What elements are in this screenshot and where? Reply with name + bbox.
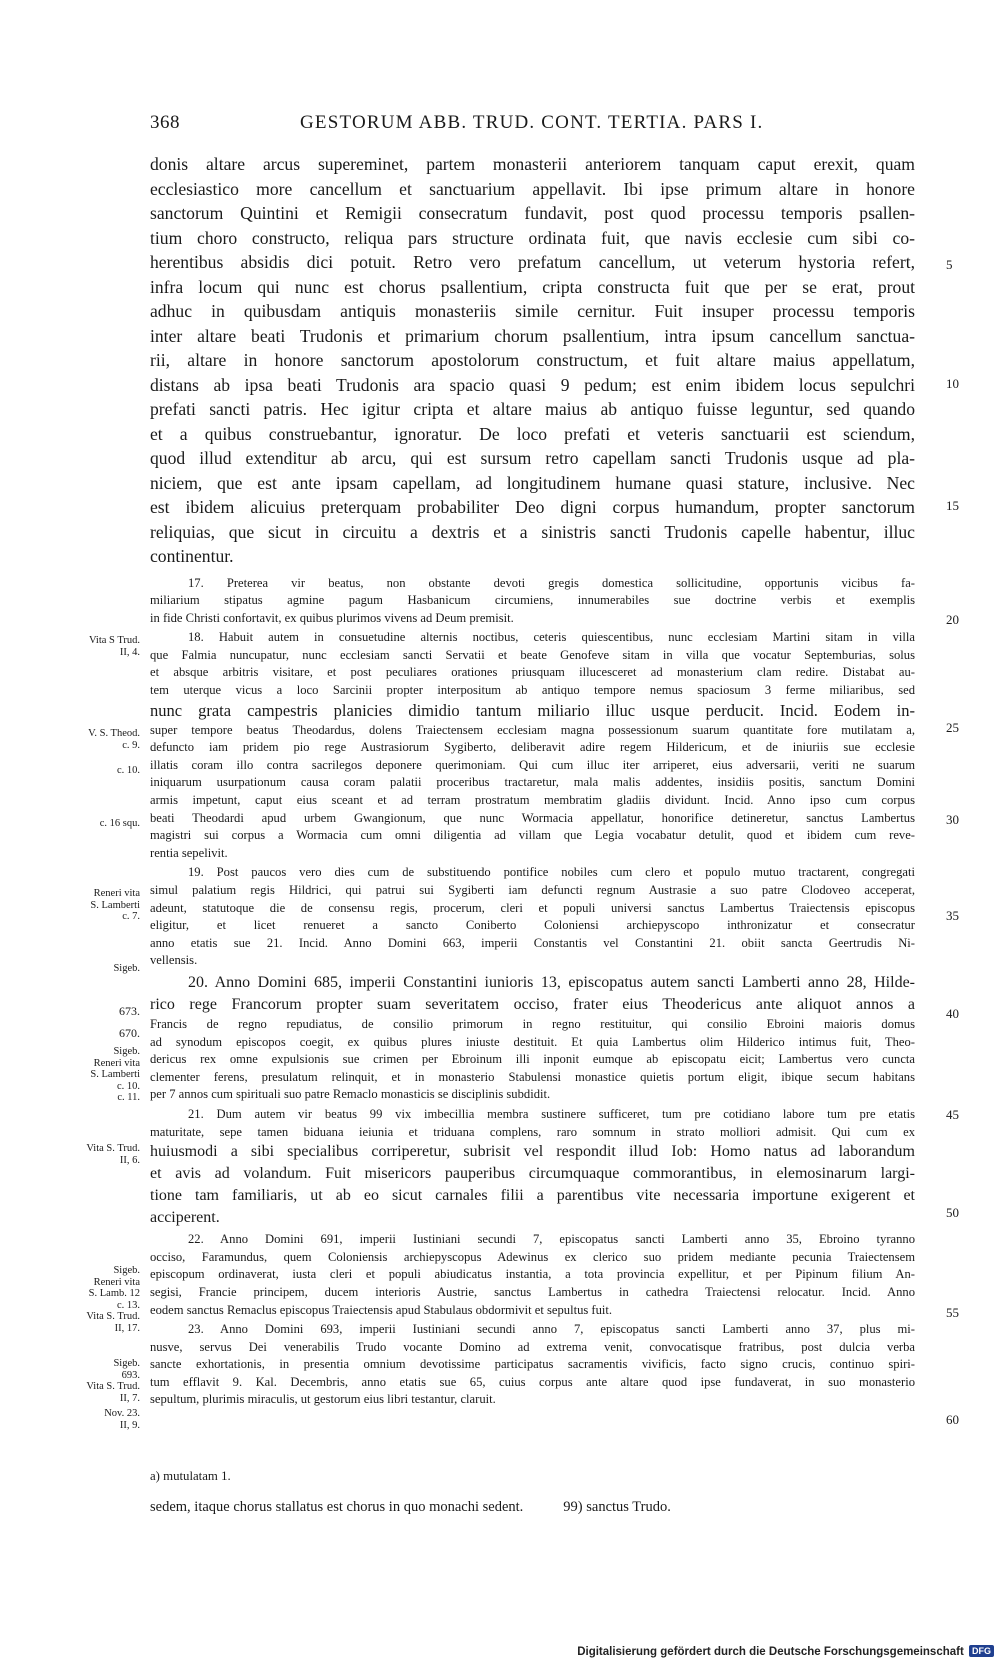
body-line: adhuc in quibusdam antiquis monasteriis simile cernitur. Fuit insuper processu temporis bbox=[150, 301, 915, 321]
para-line: 22. Anno Domini 691, imperii Iustiniani secundi 7, episcopatus sancti Lamberti anno 35, Ebroino tyranno bbox=[188, 1232, 915, 1247]
line-number: 45 bbox=[946, 1107, 959, 1122]
margin-note-line: Sigeb. bbox=[113, 1046, 140, 1057]
body-line: niciem, que est ante ipsam capellam, ad longitudinem humane quasi stature, inclusive. Nec bbox=[150, 472, 915, 493]
margin-note-line: Sigeb. bbox=[113, 1265, 140, 1276]
para-line: 17. Preterea vir beatus, non obstante devoti gregis domestica sollicitudine, opportunis vicibus fa- bbox=[188, 575, 915, 590]
para-line: et absque arbitris visitare, et post peculiares orationes priusquam illucesceret ad monasterium clam redire. Distabat au- bbox=[150, 665, 915, 680]
margin-note-line: Sigeb. bbox=[113, 1358, 140, 1369]
para-line: miliarium stipatus agmine pagum Hasbanicum circumiens, innumerabiles sue doctrine verbis et exemplis bbox=[150, 593, 915, 608]
body-line: inter altare beati Trudonis et primarium chorum psallentium, intra ipsum cancellum sanctua- bbox=[150, 325, 915, 346]
body-line: infra locum qui nunc est chorus psallentium, cripta constructa fuit que per se erat, prout bbox=[150, 276, 915, 297]
line-number: 15 bbox=[946, 498, 959, 513]
body-line: ecclesiastico more cancellum et sanctuarium appellavit. Ibi ipse primum altare in honore bbox=[150, 178, 915, 199]
para-line: adeunt, statutoque die de consensu regis, procerum, cleri et populi universi sanctus Lambertus Traiectensis episcopus bbox=[150, 900, 915, 915]
para-line: in fide Christi confortavit, ex quibus plurimos vivens ad Deum premisit. bbox=[150, 610, 514, 625]
running-title: GESTORUM ABB. TRUD. CONT. TERTIA. PARS I. bbox=[300, 112, 764, 133]
margin-note-line: Reneri vita bbox=[93, 1057, 140, 1069]
footnote-continued: sedem, itaque chorus stallatus est chorus in quo monachi sedent. bbox=[150, 1499, 524, 1515]
margin-note-sigeb-19 bbox=[68, 963, 140, 975]
margin-note-line: 693. bbox=[121, 1369, 140, 1381]
para-line: 21. Dum autem vir beatus 99 vix imbecillia membra sustinere sufficeret, tum pre cotidiano labore tum pre etatis bbox=[188, 1106, 915, 1121]
para-line: 19. Post paucos vero dies cum de substituendo pontifice nobiles cum clero et populo mutuo tractarent, congregati bbox=[188, 865, 915, 880]
para-line: 23. Anno Domini 693, imperii Iustiniani secundi anno 7, episcopatus sancti Lamberti anno 37, plus mi- bbox=[188, 1322, 915, 1337]
margin-note-line: c. 16 squ. bbox=[99, 818, 140, 829]
margin-note-line: V. S. Theod. bbox=[88, 728, 140, 739]
para-line: rentia sepelivit. bbox=[150, 845, 228, 860]
margin-note-20 bbox=[68, 1000, 140, 1044]
para-line: dericus rex omne expulsionis sue crimen per Ebroinum illi inponit eumque ab episcopatu eicit; Lambertus vero cuncta bbox=[150, 1052, 915, 1067]
line-number: 40 bbox=[946, 1006, 959, 1021]
body-line: donis altare arcus supereminet, partem monasterii anteriorem tanquam caput erexit, quam bbox=[150, 154, 915, 174]
paragraph-19 bbox=[150, 864, 915, 970]
para-line: maturitate, sepe tamen biduana ieiunia et triduana complens, raro somnum in strato molliori admisit. Qui cum ex bbox=[150, 1124, 915, 1139]
para-line: tione tam familiaris, ut ab eo sicut carnales filii a parentibus vite necessaria importune exigerent et bbox=[150, 1187, 915, 1205]
margin-note-line: 673. bbox=[119, 1004, 140, 1018]
margin-note-line: c. 11. bbox=[117, 1092, 140, 1103]
para-line: nusve, servus Dei venerabilis Trudo vocante Domino ad extrema venit, convocatisque fratribus, post dulcia verba bbox=[150, 1339, 915, 1354]
line-number: 35 bbox=[946, 908, 959, 923]
para-line: Francis de regno repudiatus, de consilio primorum in regno restituitur, qui consilio Ebroini maioris domus bbox=[150, 1016, 915, 1031]
para-line: ad synodum episcopos coegit, ex quibus plures iniuste destituit. Et quia Lambertus olim Hilderico intimus fuit, Theo- bbox=[150, 1034, 915, 1049]
main-text-block bbox=[150, 152, 915, 1409]
body-line: quod illud extenditur ab arcu, qui est sursum retro capellam sancti Trudonis usque ad pla- bbox=[150, 448, 915, 468]
line-number: 10 bbox=[946, 376, 959, 391]
para-line: anno etatis sue 21. Incid. Anno Domini 663, imperii Constantis vel Constantini 21. obiit sancta Geertrudis Ni- bbox=[150, 935, 915, 950]
margin-note-line: S. Lamberti bbox=[90, 899, 140, 911]
page-header bbox=[150, 112, 770, 142]
margin-note-line: Reneri vita bbox=[93, 1276, 140, 1288]
para-line: huiusmodi a sibi specialibus corriperetur, subrisit vel respondit illud Iob: Homo natus ad laborandum bbox=[150, 1143, 915, 1161]
margin-note-c16 bbox=[68, 818, 140, 830]
para-line: que Falmia nuncupatur, nunc ecclesiam sancti Servatii et beate Genofeve sitam in villa que vocatur Septemburias, solus bbox=[150, 647, 915, 662]
body-line: est ibidem alicuius preterquam probabiliter Deo digni corpus humandum, propter sanctorum bbox=[150, 497, 915, 517]
margin-note-theod bbox=[68, 728, 140, 751]
margin-note-line: Vita S. Trud. bbox=[86, 1381, 140, 1392]
para-line: tem uterque vicus a loco Sarcinii propter interpositum ab antiquo tempore nemus spaciosum 3 ferme miliaribus, sed bbox=[150, 683, 915, 698]
margin-note-line: c. 7. bbox=[122, 911, 140, 922]
para-line: segisi, Francie principem, ducem interioris Austrie, sanctus Lambertus in cathedra Traiectensi relocatur. Incid. Anno bbox=[150, 1284, 915, 1299]
line-number: 20 bbox=[946, 612, 959, 627]
margin-note-line: c. 10. bbox=[116, 765, 140, 776]
para-line: per 7 annos cum spirituali suo patre Remaclo monasticis se disciplinis subdidit. bbox=[150, 1087, 551, 1102]
paragraph-22 bbox=[150, 1231, 915, 1319]
margin-note-line: Sigeb. bbox=[113, 963, 140, 974]
margin-note-22 bbox=[68, 1265, 140, 1334]
margin-note-20b bbox=[68, 1046, 140, 1104]
margin-note-line: c. 13. bbox=[116, 1299, 140, 1311]
margin-note-line: 670. bbox=[119, 1026, 140, 1040]
page-number: 368 bbox=[150, 112, 180, 133]
para-line: magistri sui corpus a Wormacia cum omni diligentia ad villam que Legia vocabatur detulit, quod et ibidem cum reve- bbox=[150, 828, 915, 843]
para-line: iniquarum usurpationum causa coram palatii proceribus tractaretur, mala malis addentes, insidiis positis, sanctum Domini bbox=[150, 775, 915, 790]
margin-note-line: Nov. 23. bbox=[104, 1408, 140, 1419]
body-line: sanctorum Quintini et Remigii consecratum fundavit, post quod processu temporis psallen- bbox=[150, 203, 915, 223]
margin-note-line: S. Lamb. 12 bbox=[88, 1288, 140, 1299]
para-line: clementer ferens, presulatum relinquit, et in monasterio Stabulensi monastice quietis portum eligit, ibique secum habitans bbox=[150, 1069, 915, 1084]
paragraph-17 bbox=[150, 575, 915, 628]
margin-note-line: Vita S. Trud. bbox=[86, 1311, 140, 1322]
para-line: occiso, Faramundus, quem Coloniensis archiepyscopus Adewinus ex clerico suo pridem mediante pecunia Traiectensem bbox=[150, 1249, 915, 1264]
dfg-logo: DFG bbox=[969, 1645, 994, 1657]
footnote-99 bbox=[150, 1496, 850, 1518]
body-line: et a quibus construebantur, ignoratur. De loco prefati et veteris sanctuarii est sciendum, bbox=[150, 423, 915, 444]
margin-note-line: Vita S Trud. bbox=[88, 635, 140, 646]
body-line: continentur. bbox=[150, 546, 234, 566]
credit-text: Digitalisierung gefördert durch die Deutsche Forschungsgemeinschaft bbox=[577, 1646, 964, 1658]
paragraph-18 bbox=[150, 629, 915, 862]
footnote-a: a) mutulatam 1. bbox=[150, 1469, 231, 1483]
margin-note-c10 bbox=[68, 765, 140, 777]
margin-note-line: II, 7. bbox=[119, 1392, 140, 1404]
footnotes bbox=[150, 1465, 850, 1518]
margin-note-23 bbox=[68, 1358, 140, 1431]
para-line: 18. Habuit autem in consuetudine alternis noctibus, ceteris quiescentibus, nunc ecclesiam Martini sitam in villa bbox=[188, 630, 915, 645]
margin-note-21 bbox=[68, 1143, 140, 1166]
paragraph-21 bbox=[150, 1106, 915, 1229]
para-line: simul palatium regis Hildrici, qui patrui sui Sygiberti iam defuncti regnum Austrasie a suo patre Clodoveo acceperat, bbox=[150, 883, 915, 897]
body-line: herentibus absidis dici potuit. Retro vero prefatum cancellum, ut veterum hystoria refert, bbox=[150, 252, 915, 272]
para-line: rico rege Francorum propter suam severitatem occiso, frater eius Theodericus ante aliquot annos a bbox=[150, 995, 915, 1013]
margin-note-19 bbox=[68, 888, 140, 923]
body-line: distans ab ipsa beati Trudonis ara spacio quasi 9 pedum; est enim ibidem locus sepulchri bbox=[150, 374, 915, 395]
line-number: 50 bbox=[946, 1205, 959, 1220]
margin-note-18 bbox=[68, 635, 140, 658]
digitization-credit bbox=[577, 1645, 994, 1658]
margin-note-line: c. 9. bbox=[122, 739, 140, 751]
body-line: rii, altare in honore sanctorum apostolorum constructum, et fuit altare maius appellatum, bbox=[150, 350, 915, 370]
para-line: super tempore beatus Theodardus, dolens Traiectensem ecclesiam magna possessionum suarum quantitate fore mutilatam a, bbox=[150, 722, 915, 737]
margin-note-line: S. Lamberti bbox=[90, 1069, 140, 1080]
footnote-99-text: 99) sanctus Trudo. bbox=[563, 1499, 671, 1515]
margin-note-line: II, 9. bbox=[119, 1419, 140, 1431]
para-line: acciperent. bbox=[150, 1209, 220, 1227]
para-line: armis impetunt, caput eius sceant et ad terram prostratum membratim gladiis dividunt. Incid. Anno ipso cum corpus bbox=[150, 793, 915, 808]
body-line: reliquias, que sicut in circuitu a dextris et a sinistris sancti Trudonis capelle habentur, illuc bbox=[150, 521, 915, 542]
para-line: 20. Anno Domini 685, imperii Constantini iunioris 13, episcopatus autem sancti Lamberti anno 28, Hilde- bbox=[188, 973, 915, 991]
para-line: sancte exhortationis, in presentia omnium devotissime participatus sacramentis vivificis, facto signo crucis, continuo spiri- bbox=[150, 1357, 915, 1372]
margin-note-line: II, 17. bbox=[114, 1322, 140, 1334]
paragraph-20 bbox=[150, 972, 915, 1104]
para-line: vellensis. bbox=[150, 953, 198, 968]
line-number: 5 bbox=[946, 257, 953, 272]
paragraph-23 bbox=[150, 1321, 915, 1409]
para-line: defuncto iam pridem pio rege Austrasiorum Sygiberto, deliberavit adire regem Hildericum, et de iniuriis sue ecclesie bbox=[150, 740, 915, 755]
para-line: nunc grata campestris planicies dimidio tantum miliario illuc usque perducit. Incid. Eodem in- bbox=[150, 700, 915, 720]
para-line: eligitur, et licet renueret a sancto Coniberto Coloniensi archiepyscopo inthronizatur et consecratur bbox=[150, 918, 915, 933]
margin-note-line: Reneri vita bbox=[93, 888, 140, 899]
body-line: prefati sancti patris. Hec igitur cripta et altare maius ab antiquo fuisse leguntur, sed quando bbox=[150, 399, 915, 419]
para-line: et avis ad volandum. Fuit misericors pauperibus circumquaque commorantibus, in elemosinarum largi- bbox=[150, 1165, 915, 1183]
margin-note-line: II, 6. bbox=[119, 1154, 140, 1166]
line-number: 25 bbox=[946, 720, 959, 735]
margin-note-line: c. 10. bbox=[116, 1080, 140, 1092]
para-line: illatis coram illo contra sacrilegos deponere querimoniam. Qui cum illuc iter arriperet, eius adversarii, veriti ne suarum bbox=[150, 757, 915, 772]
line-number: 30 bbox=[946, 812, 959, 827]
body-line: tium choro constructo, reliqua pars structure ordinata fuit, que navis ecclesie cum sibi co- bbox=[150, 227, 915, 248]
margin-note-line: II, 4. bbox=[119, 646, 140, 658]
line-number: 60 bbox=[946, 1412, 959, 1427]
margin-note-line: Vita S. Trud. bbox=[86, 1143, 140, 1154]
para-line: episcopum ordinaverat, iusta cleri et populi abiudicatus instantia, a tota provincia expellitur, et per Pipinum filium An- bbox=[150, 1267, 915, 1282]
para-line: beati Theodardi apud urbem Gwangionum, que nunc Wormacia appellatur, honorifice detineretur, sanctus Lambertus bbox=[150, 810, 915, 825]
para-line: tum efflavit 9. Kal. Decembris, anno etatis sue 65, cuius corpus ante altare quod ipse fundaverat, in suo monasterio bbox=[150, 1374, 915, 1389]
para-line: eodem sanctus Remaclus episcopus Traiectensis apud Stabulaus obdormivit et sepultus fuit. bbox=[150, 1302, 613, 1317]
line-number: 55 bbox=[946, 1305, 959, 1320]
para-line: sepultum, plurimis miraculis, ut gestorum eius libri testantur, claruit. bbox=[150, 1392, 496, 1407]
